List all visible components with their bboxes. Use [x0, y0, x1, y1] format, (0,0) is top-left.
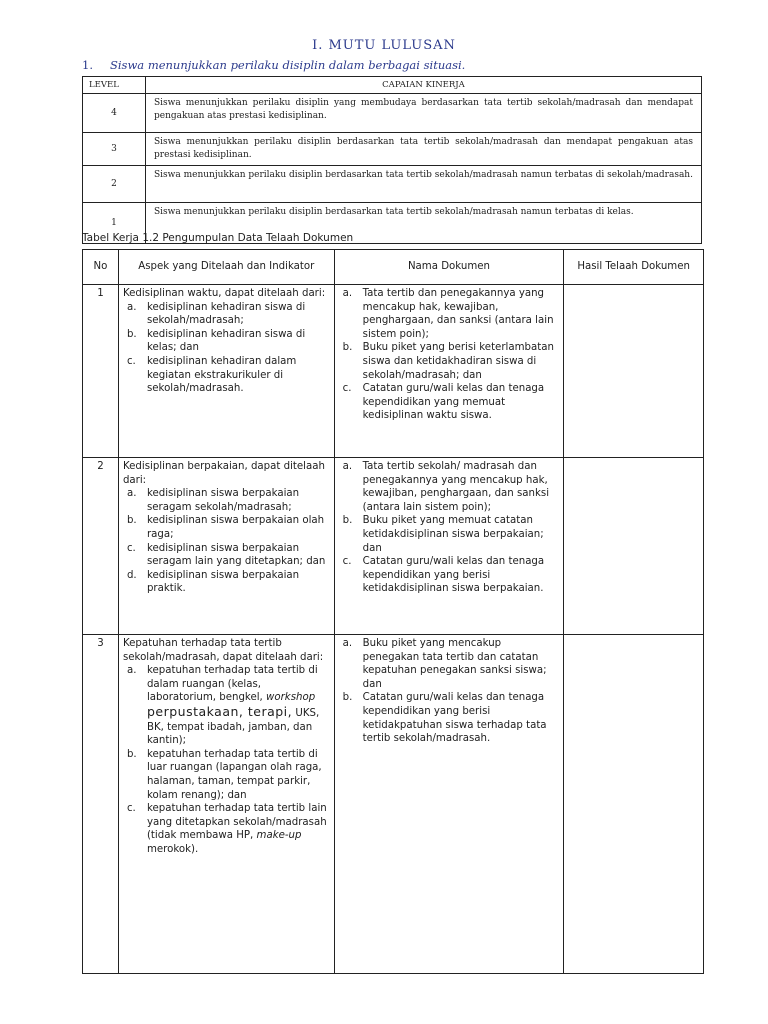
dokumen-item [339, 514, 560, 555]
item-text: kedisiplinan kehadiran siswa di sekolah/madrasah; [146, 301, 306, 327]
aspek-item [123, 301, 330, 328]
level-value: 2 [83, 166, 146, 203]
work-table [82, 249, 704, 974]
hasil-telaah-header: Hasil Telaah Dokumen [564, 250, 704, 285]
table-row [83, 635, 704, 974]
level-value: 3 [83, 133, 146, 166]
item-text: kedisiplinan siswa berpakaian seragam lain yang ditetapkan; dan [146, 542, 326, 568]
dokumen-cell [334, 458, 564, 635]
item-marker: b. [126, 748, 137, 760]
row-number: 3 [83, 635, 119, 974]
work-header-row [83, 250, 704, 285]
item-text: Catatan guru/wali kelas dan tenaga kependidikan yang memuat kedisiplinan waktu siswa. [362, 383, 545, 422]
dokumen-item [339, 287, 560, 341]
item-text: Catatan guru/wali kelas dan tenaga kependidikan yang berisi ketidakdisiplinan siswa berpakaian. [362, 556, 545, 595]
item-text-part: kepatuhan terhadap tata tertib di dalam ruangan (kelas, laboratorium, bengkel, [146, 665, 318, 704]
item-marker: a. [342, 461, 353, 472]
aspek-cell [118, 458, 334, 635]
aspek-intro: Kedisiplinan berpakaian, dapat ditelaah dari: [122, 461, 325, 486]
aspek-item [123, 328, 330, 355]
item-marker: c. [342, 383, 352, 395]
item-text: kedisiplinan siswa berpakaian praktik. [146, 569, 300, 595]
aspek-intro: Kedisiplinan waktu, dapat ditelaah dari: [122, 288, 326, 299]
item-marker: b. [342, 515, 353, 527]
item-marker: a. [342, 638, 353, 649]
level-desc: Siswa menunjukkan perilaku disiplin berdasarkan tata tertib sekolah/madrasah namun terbatas di kelas. [146, 203, 702, 244]
item-text: Buku piket yang mencakup penegakan tata tertib dan catatan kepatuhan penegakan sanksi siswa; dan [362, 638, 547, 690]
dokumen-item [339, 555, 560, 596]
item-marker: c. [126, 355, 136, 367]
item-text: Catatan guru/wali kelas dan tenaga kependidikan yang berisi ketidakpatuhan siswa terhadap tata tertib sekolah/madrasah. [362, 692, 547, 745]
item-text: Buku piket yang berisi keterlambatan siswa dan ketidakhadiran siswa di sekolah/madrasah; dan [362, 342, 554, 381]
aspek-item [123, 487, 330, 514]
aspek-item [123, 355, 330, 396]
aspek-header: Aspek yang Ditelaah dan Indikator [118, 250, 334, 285]
item-text: kepatuhan terhadap tata tertib di luar ruangan (lapangan olah raga, halaman, taman, tempat parkir, kolam renang); dan [146, 748, 322, 801]
table-row [83, 458, 704, 635]
hasil-telaah-cell[interactable] [564, 635, 704, 974]
level-row [83, 133, 702, 166]
subtitle-number: 1. [82, 58, 93, 72]
row-number: 2 [83, 458, 119, 635]
item-text: kedisiplinan kehadiran siswa di kelas; dan [146, 328, 306, 354]
hasil-telaah-cell[interactable] [564, 458, 704, 635]
aspek-cell [118, 635, 334, 974]
dokumen-item [339, 382, 560, 423]
item-text [147, 664, 330, 748]
item-marker: b. [342, 692, 353, 704]
item-text-italic: make-up [256, 830, 302, 842]
item-marker: c. [126, 803, 136, 815]
item-text: kedisiplinan siswa berpakaian seragam sekolah/madrasah; [146, 488, 300, 513]
item-marker: c. [342, 556, 352, 568]
aspek-cell [118, 285, 334, 458]
capaian-header: CAPAIAN KINERJA [146, 77, 702, 94]
hasil-telaah-cell[interactable] [564, 285, 704, 458]
level-desc: Siswa menunjukkan perilaku disiplin yang membudaya berdasarkan tata tertib sekolah/madrasah dan mendapat pengakuan atas prestasi kedisiplinan. [146, 94, 702, 133]
item-marker: a. [342, 288, 353, 299]
aspek-item [123, 664, 330, 748]
table-row [83, 285, 704, 458]
level-desc: Siswa menunjukkan perilaku disiplin berdasarkan tata tertib sekolah/madrasah dan mendapat pengakuan atas prestasi kedisiplinan. [146, 133, 702, 166]
row-number: 1 [83, 285, 119, 458]
item-marker: a. [126, 488, 137, 500]
item-text: kedisiplinan kehadiran dalam kegiatan ekstrakurikuler di sekolah/madrasah. [146, 355, 297, 395]
item-text-large: perpustakaan, terapi, [146, 703, 293, 719]
item-text: Tata tertib dan penegakannya yang mencakup hak, kewajiban, penghargaan, dan sanksi (antara lain sistem poin); [362, 288, 554, 340]
dokumen-cell [334, 285, 564, 458]
table-caption: Tabel Kerja 1.2 Pengumpulan Data Telaah Dokumen [82, 232, 354, 244]
dokumen-cell [334, 635, 564, 974]
aspek-item [123, 569, 330, 596]
item-text [147, 802, 330, 856]
item-text-italic: workshop [266, 692, 316, 704]
item-text-part: kepatuhan terhadap tata tertib lain yang ditetapkan sekolah/madrasah (tidak membawa HP, [146, 803, 327, 842]
aspek-item [123, 748, 330, 802]
aspek-item [123, 514, 330, 541]
item-text: Tata tertib sekolah/ madrasah dan penegakannya yang mencakup hak, kewajiban, penghargaan, dan sanksi (antara lain sistem poin); [362, 461, 550, 513]
dokumen-item [339, 637, 560, 691]
dokumen-item [339, 691, 560, 745]
no-header: No [83, 250, 119, 285]
item-marker: d. [126, 569, 137, 581]
aspek-intro: Kepatuhan terhadap tata tertib sekolah/madrasah, dapat ditelaah dari: [122, 638, 324, 663]
subtitle-text: Siswa menunjukkan perilaku disiplin dalam berbagai situasi. [110, 58, 466, 72]
aspek-item [123, 542, 330, 569]
section-subtitle [82, 58, 465, 72]
level-value: 4 [83, 94, 146, 133]
dokumen-item [339, 460, 560, 514]
item-marker: c. [126, 542, 136, 554]
level-row [83, 94, 702, 133]
level-value: 1 [83, 203, 146, 244]
level-table [82, 76, 702, 244]
item-marker: a. [126, 301, 137, 313]
level-desc: Siswa menunjukkan perilaku disiplin berdasarkan tata tertib sekolah/madrasah namun terbatas di sekolah/madrasah. [146, 166, 702, 203]
item-marker: b. [342, 342, 353, 354]
item-text-part: UKS, BK, tempat ibadah, jamban, dan kantin); [146, 707, 320, 747]
section-title: I. MUTU LULUSAN [312, 38, 456, 53]
item-marker: b. [126, 515, 137, 527]
item-text-part: merokok). [146, 843, 199, 855]
level-header: LEVEL [83, 77, 146, 94]
dokumen-item [339, 341, 560, 382]
item-marker: b. [126, 328, 137, 340]
item-text: kedisiplinan siswa berpakaian olah raga; [146, 515, 325, 540]
item-text: Buku piket yang memuat catatan ketidakdisiplinan siswa berpakaian; dan [362, 515, 544, 554]
nama-dokumen-header: Nama Dokumen [334, 250, 564, 285]
aspek-item [123, 802, 330, 856]
item-marker: a. [126, 665, 137, 677]
level-row [83, 166, 702, 203]
